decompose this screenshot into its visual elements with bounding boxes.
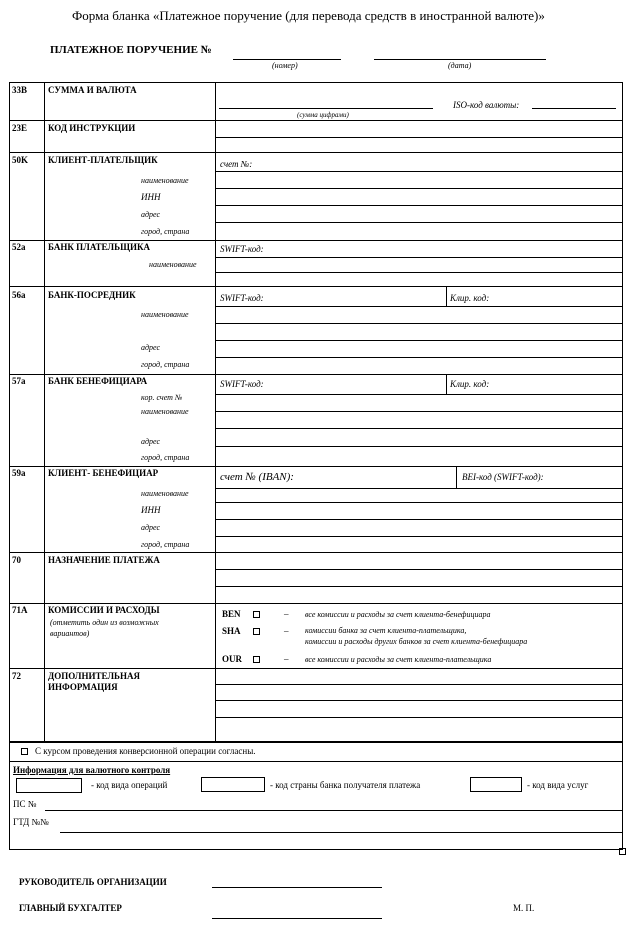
code-56a: 56a [12, 290, 26, 300]
fees-note-1: (отметить один из возможных [50, 618, 159, 627]
ps-label: ПС № [13, 799, 37, 809]
accountant-signature-line[interactable] [212, 918, 382, 919]
head-signature-label: РУКОВОДИТЕЛЬ ОРГАНИЗАЦИИ [19, 877, 167, 887]
beneficiary-account-label: счет № (IBAN): [220, 471, 294, 483]
title-payer: КЛИЕНТ-ПЛАТЕЛЬЩИК [48, 155, 158, 165]
title-beneficiary-bank: БАНК БЕНЕФИЦИАРА [48, 376, 148, 386]
code-column-divider [44, 82, 45, 742]
beneficiary-bank-corr-label: кор. счет № [141, 393, 183, 402]
payer-inn-label: ИНН [141, 192, 161, 202]
head-signature-line[interactable] [212, 887, 382, 888]
beneficiary-inn-label: ИНН [141, 505, 161, 515]
title-amount-currency: СУММА И ВАЛЮТА [48, 85, 137, 95]
country-code-label: - код страны банка получателя платежа [270, 780, 421, 790]
beneficiary-address-label: адрес [141, 523, 161, 532]
payer-name-label: наименование [141, 176, 189, 185]
payer-address-label: адрес [141, 210, 161, 219]
code-33b: 33B [12, 85, 28, 95]
code-52a: 52a [12, 242, 26, 252]
title-payer-bank: БАНК ПЛАТЕЛЬЩИКА [48, 242, 150, 252]
sha-checkbox[interactable] [253, 628, 260, 635]
value-column-divider [215, 82, 216, 742]
service-code-label: - код вида услуг [527, 780, 589, 790]
our-checkbox[interactable] [253, 656, 260, 663]
form-title: Форма бланка «Платежное поручение (для перевода средств в иностранной валюте)» [72, 8, 545, 23]
ben-text: все комиссии и расходы за счет клиента-бенефициара [305, 610, 491, 619]
beneficiary-bank-address-label: адрес [141, 437, 161, 446]
title-instruction-code: КОД ИНСТРУКЦИИ [48, 123, 136, 133]
stamp-label: М. П. [513, 903, 535, 913]
payer-bank-name-label: наименование [149, 260, 197, 269]
title-additional-2: ИНФОРМАЦИЯ [48, 682, 118, 692]
code-59a: 59a [12, 468, 26, 478]
title-additional-1: ДОПОЛНИТЕЛЬНАЯ [48, 671, 140, 681]
service-code-field[interactable] [470, 777, 522, 792]
ben-label: BEN [222, 609, 241, 619]
title-beneficiary: КЛИЕНТ- БЕНЕФИЦИАР [48, 468, 159, 478]
our-dash: – [284, 654, 289, 664]
consent-text: С курсом проведения конверсионной операции согласны. [35, 746, 256, 756]
code-50k: 50K [12, 155, 29, 165]
iso-line[interactable] [532, 108, 616, 109]
accountant-signature-label: ГЛАВНЫЙ БУХГАЛТЕР [19, 903, 122, 913]
bottom-block [9, 742, 623, 850]
country-code-field[interactable] [201, 777, 265, 792]
ben-dash: – [284, 609, 289, 619]
code-71a: 71A [12, 605, 28, 615]
date-caption: (дата) [448, 61, 472, 70]
our-text: все комиссии и расходы за счет клиента-плательщика [305, 655, 492, 664]
ben-checkbox[interactable] [253, 611, 260, 618]
beneficiary-city-label: город, страна [141, 540, 190, 549]
intermediary-swift-label: SWIFT-код: [220, 293, 264, 303]
number-caption: (номер) [272, 61, 298, 70]
op-code-field[interactable] [16, 778, 82, 793]
title-intermediary-bank: БАНК-ПОСРЕДНИК [48, 290, 136, 300]
intermediary-address-label: адрес [141, 343, 161, 352]
beneficiary-name-label: наименование [141, 489, 189, 498]
our-label: OUR [222, 654, 242, 664]
title-fees: КОМИССИИ И РАСХОДЫ [48, 605, 160, 615]
payer-city-label: город, страна [141, 227, 190, 236]
amount-caption: (сумма цифрами) [297, 111, 349, 119]
sha-dash: – [284, 626, 289, 636]
sha-text-2: комиссии и расходы других банков за счет клиента-бенефициара [305, 637, 528, 646]
date-line[interactable] [374, 59, 546, 60]
code-70: 70 [12, 555, 21, 565]
number-line[interactable] [233, 59, 341, 60]
intermediary-name-label: наименование [141, 310, 189, 319]
code-57a: 57a [12, 376, 26, 386]
beneficiary-bank-name-label: наименование [141, 407, 189, 416]
beneficiary-bank-city-label: город, страна [141, 453, 190, 462]
iso-label: ISO-код валюты: [453, 100, 520, 110]
currency-control-title: Информация для валютного контроля [13, 765, 171, 775]
title-payment-purpose: НАЗНАЧЕНИЕ ПЛАТЕЖА [48, 555, 160, 565]
sha-text-1: комиссии банка за счет клиента-плательщика, [305, 626, 467, 635]
ps-line[interactable] [45, 810, 623, 811]
op-code-label: - код вида операций [91, 780, 168, 790]
amount-line[interactable] [219, 108, 433, 109]
payer-account-label: счет №: [220, 159, 253, 169]
intermediary-clear-label: Клир. код: [450, 293, 490, 303]
doc-title: ПЛАТЕЖНОЕ ПОРУЧЕНИЕ № [50, 44, 212, 56]
gtd-label: ГТД №№ [13, 817, 49, 827]
fees-note-2: вариантов) [50, 629, 90, 638]
beneficiary-bei-label: BEI-код (SWIFT-код): [462, 472, 544, 482]
code-23e: 23E [12, 123, 28, 133]
code-72: 72 [12, 671, 21, 681]
beneficiary-bank-swift-label: SWIFT-код: [220, 379, 264, 389]
intermediary-city-label: город, страна [141, 360, 190, 369]
payer-bank-swift-label: SWIFT-код: [220, 244, 264, 254]
sha-label: SHA [222, 626, 241, 636]
consent-checkbox[interactable] [21, 748, 28, 755]
gtd-line[interactable] [60, 832, 623, 833]
beneficiary-bank-clear-label: Клир. код: [450, 379, 490, 389]
